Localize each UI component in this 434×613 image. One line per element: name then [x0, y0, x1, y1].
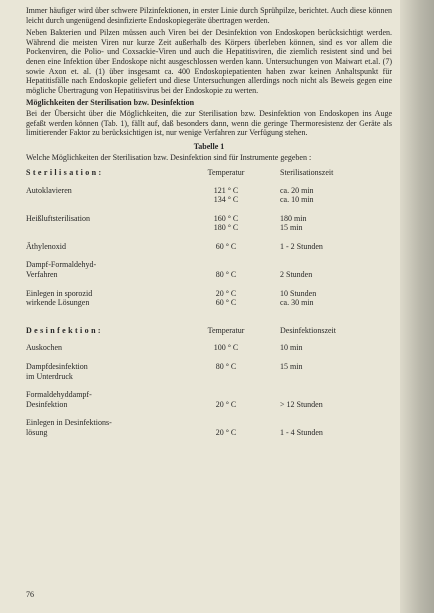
method-cell: Autoklavieren [26, 185, 72, 195]
temperature-header: Temperatur [207, 325, 245, 335]
method-cell: Äthylenoxid [26, 241, 66, 251]
method-cell: Einlegen in Desinfektions- lösung [26, 418, 112, 437]
time-cell: 1 - 4 Stunden [280, 428, 323, 437]
sterilisation-time-header: Sterilisationszeit [280, 167, 334, 177]
desinfektion-time-header: Desinfektionszeit [280, 325, 336, 335]
temperature-cell: 20 ° C [215, 428, 237, 437]
temperature-cell: 160 ° C 180 ° C [213, 213, 239, 233]
table-row [26, 186, 392, 205]
temperature-cell: 80 ° C [215, 270, 237, 280]
desinfektion-table [26, 326, 392, 438]
method-cell: Dampf-Formaldehyd- Verfahren [26, 260, 97, 280]
table-row [26, 289, 392, 308]
time-cell: 180 min 15 min [280, 213, 307, 233]
paragraph-viruses: Neben Bakterien und Pilzen müssen auch Viren bei der Desinfektion von Endoskopen berücksichtigt werden. Während die meisten Viren nur kurze Zeit außerhalb des Körpers überleben können, sind es vor allem die Pockenviren, die Polio- und Coxsackie-Viren und auch die Hepatitisviren, die ziemlich resistent sind und bei denen eine Infektion über Endoskope nicht ausgeschlossen werden kann. Untersuchungen von Maiwart et.al. (7) sowie Axon et. al. (1) über insgesamt ca. 400 Endoskopiepatienten haben zwar keinen Anhaltspunkt für Hepatitisfälle nach Endoskopie geliefert und diese Untersuchungen allerdings noch nicht als Beweis gegen eine mögliche Übertragung von Hepatitisvirus bei der Endoskopie zu werten. [26, 28, 392, 95]
temperature-cell: 20 ° C 60 ° C [215, 288, 237, 308]
time-cell: 10 min [280, 343, 303, 353]
table-row [26, 418, 392, 437]
table-title: Tabelle 1 [193, 141, 225, 151]
method-cell: Formaldehyddampf- Desinfektion [26, 390, 92, 409]
time-cell: 10 Stunden ca. 30 min [280, 288, 317, 308]
table-header-row [26, 326, 392, 336]
temperature-header: Temperatur [207, 167, 245, 177]
method-cell: Einlegen in sporozid wirkende Lösungen [26, 288, 93, 308]
temperature-cell: 121 ° C 134 ° C [213, 185, 239, 205]
table-row [26, 214, 392, 233]
table-row [26, 242, 392, 252]
table-row [26, 362, 392, 381]
paragraph-fungal: Immer häufiger wird über schwere Pilzinfektionen, in erster Linie durch Sprühpilze, berichtet. Auch diese können leicht durch ungenügend desinfizierte Endoskopiegeräte übertragen werden. [26, 6, 392, 25]
table-row [26, 343, 392, 353]
table-header-row [26, 168, 392, 178]
section-heading: Möglichkeiten der Sterilisation bzw. Desinfektion [26, 98, 195, 108]
page-text [26, 6, 392, 438]
temperature-cell: 80 ° C [215, 362, 237, 372]
paragraph-overview: Bei der Übersicht über die Möglichkeiten, die zur Sterilisation bzw. Desinfektion von Endoskopen ins Auge gefaßt werden können (Tab. 1), fällt auf, daß besonders dann, wenn die geringe Thermoresistenz der Geräte als limitierender Faktor zu berücksichtigen ist, nur wenige Verfahren zur Verfügung stehen. [26, 108, 392, 138]
method-cell: Dampfdesinfektion im Unterdruck [26, 362, 88, 381]
sterilisation-table [26, 168, 392, 308]
time-cell: > 12 Stunden [280, 399, 323, 409]
page-number: 76 [26, 590, 34, 599]
next-page-edge [400, 0, 434, 613]
table-row [26, 390, 392, 409]
time-cell: 1 - 2 Stunden [280, 241, 323, 251]
temperature-cell: 20 ° C [215, 399, 237, 409]
desinfektion-header: Desinfektion: [26, 325, 103, 335]
sterilisation-header: Sterilisation: [26, 167, 104, 177]
table-row [26, 260, 392, 279]
temperature-cell: 100 ° C [213, 343, 239, 353]
method-cell: Heißluftsterilisation [26, 213, 90, 223]
time-cell: 2 Stunden [280, 270, 313, 280]
time-cell: ca. 20 min ca. 10 min [280, 185, 314, 205]
time-cell: 15 min [280, 362, 303, 372]
table-caption: Welche Möglichkeiten der Sterilisation bzw. Desinfektion sind für Instrumente gegeben : [26, 153, 312, 163]
method-cell: Auskochen [26, 343, 62, 353]
temperature-cell: 60 ° C [215, 241, 237, 251]
